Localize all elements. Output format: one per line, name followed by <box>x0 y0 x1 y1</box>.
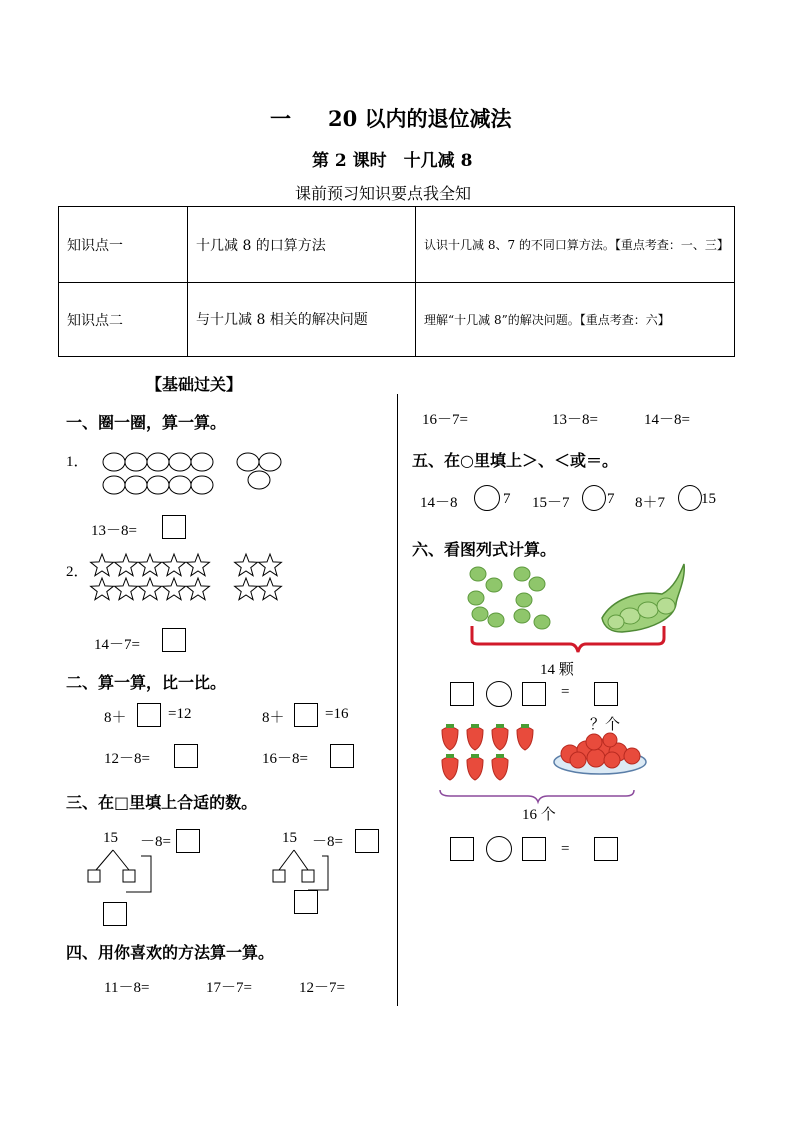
star-icon <box>163 554 186 576</box>
answer-box[interactable] <box>162 628 186 652</box>
answer-box[interactable] <box>450 682 474 706</box>
calc-item: 16－7= <box>422 412 468 428</box>
unknown-count: ？个 <box>590 717 621 733</box>
star-icon <box>235 554 258 576</box>
answer-box[interactable] <box>174 744 198 768</box>
compare-circle[interactable] <box>474 485 500 511</box>
split-right-diagram <box>270 848 350 928</box>
answer-box[interactable] <box>594 682 618 706</box>
compare-b-left: 8＋ <box>262 710 285 726</box>
star-icon <box>115 554 138 576</box>
equals-sign: = <box>561 841 570 857</box>
compare-circle[interactable] <box>678 485 702 511</box>
chapter-number: 一 <box>270 106 291 131</box>
content-cell: 与十几减 8 相关的解决问题 <box>188 283 416 357</box>
answer-box[interactable] <box>522 837 546 861</box>
section6-title: 六、看图列式计算。 <box>412 540 557 559</box>
note-cell: 理解“十几减 8”的解决问题。【重点考查：六】 <box>416 283 735 357</box>
star-icon <box>91 578 114 600</box>
column-divider <box>397 394 398 1006</box>
section1-title: 一、圈一圈，算一算。 <box>66 413 227 432</box>
calc-item: 14－8= <box>644 412 690 428</box>
star-icon <box>187 578 210 600</box>
strawberry-total: 16 个 <box>522 807 556 823</box>
basics-title: 【基础过关】 <box>146 375 243 394</box>
compare-b-right: =16 <box>325 706 349 722</box>
answer-box[interactable] <box>137 703 161 727</box>
star-icon <box>259 554 282 576</box>
answer-box[interactable] <box>294 703 318 727</box>
equals-sign: = <box>561 684 570 700</box>
compare-circle[interactable] <box>582 485 606 511</box>
point-cell: 知识点二 <box>59 283 188 357</box>
section5-title: 五、在○里填上＞、＜或＝。 <box>412 451 618 470</box>
star-icon <box>139 554 162 576</box>
compare-a-left: 8＋ <box>104 710 127 726</box>
answer-box[interactable] <box>355 829 379 853</box>
answer-box[interactable] <box>103 902 127 926</box>
item2-expression: 14－7= <box>94 637 140 653</box>
section4-title: 四、用你喜欢的方法算一算。 <box>66 943 275 962</box>
compare-right: 15 <box>701 491 716 507</box>
star-icon <box>91 554 114 576</box>
strawberries-figure <box>436 718 656 808</box>
star-icon <box>187 554 210 576</box>
note-cell: 认识十几减 8、7 的不同口算方法。【重点考查：一、三】 <box>416 207 735 283</box>
star-icon <box>259 578 282 600</box>
split-right-number: 15 <box>282 830 297 846</box>
item1-expression: 13－8= <box>91 523 137 539</box>
star-icon <box>163 578 186 600</box>
answer-box[interactable] <box>522 682 546 706</box>
calc-item: 13－8= <box>552 412 598 428</box>
compare-left: 14－8 <box>420 495 458 511</box>
knowledge-table <box>58 206 735 357</box>
star-icon <box>115 578 138 600</box>
answer-box[interactable] <box>176 829 200 853</box>
compare-left: 15－7 <box>532 495 570 511</box>
answer-box[interactable] <box>330 744 354 768</box>
preview-title: 课前预习知识要点我全知 <box>295 184 472 203</box>
answer-box[interactable] <box>594 837 618 861</box>
item1-number: 1． <box>66 454 89 470</box>
compare-c: 12－8= <box>104 751 150 767</box>
operator-circle[interactable] <box>486 836 512 862</box>
table-row <box>59 283 735 357</box>
compare-a-right: =12 <box>168 706 192 722</box>
answer-box[interactable] <box>162 515 186 539</box>
section2-title: 二、算一算，比一比。 <box>66 673 227 692</box>
star-icon <box>139 578 162 600</box>
point-cell: 知识点一 <box>59 207 188 283</box>
answer-box[interactable] <box>450 837 474 861</box>
circles-figure <box>100 450 290 500</box>
compare-d: 16－8= <box>262 751 308 767</box>
operator-circle[interactable] <box>486 681 512 707</box>
content-cell: 十几减 8 的口算方法 <box>188 207 416 283</box>
calc-item: 11－8= <box>104 980 150 996</box>
split-left-number: 15 <box>103 830 118 846</box>
beans-figure <box>462 560 692 660</box>
lesson-title: 第 2 课时 十几减 8 <box>312 151 473 171</box>
star-icon <box>235 578 258 600</box>
table-row <box>59 207 735 283</box>
compare-right: 7 <box>607 491 615 507</box>
beans-total: 14 颗 <box>540 662 574 678</box>
compare-right: 7 <box>503 491 511 507</box>
split-left-operation: －8= <box>140 834 171 850</box>
section3-title: 三、在□里填上合适的数。 <box>66 793 258 812</box>
calc-item: 17－7= <box>206 980 252 996</box>
item2-number: 2． <box>66 564 89 580</box>
chapter-title: 20 以内的退位减法 <box>328 106 512 131</box>
answer-box[interactable] <box>294 890 318 914</box>
compare-left: 8＋7 <box>635 495 666 511</box>
calc-item: 12－7= <box>299 980 345 996</box>
stars-figure <box>88 552 288 604</box>
split-right-operation: －8= <box>312 834 343 850</box>
